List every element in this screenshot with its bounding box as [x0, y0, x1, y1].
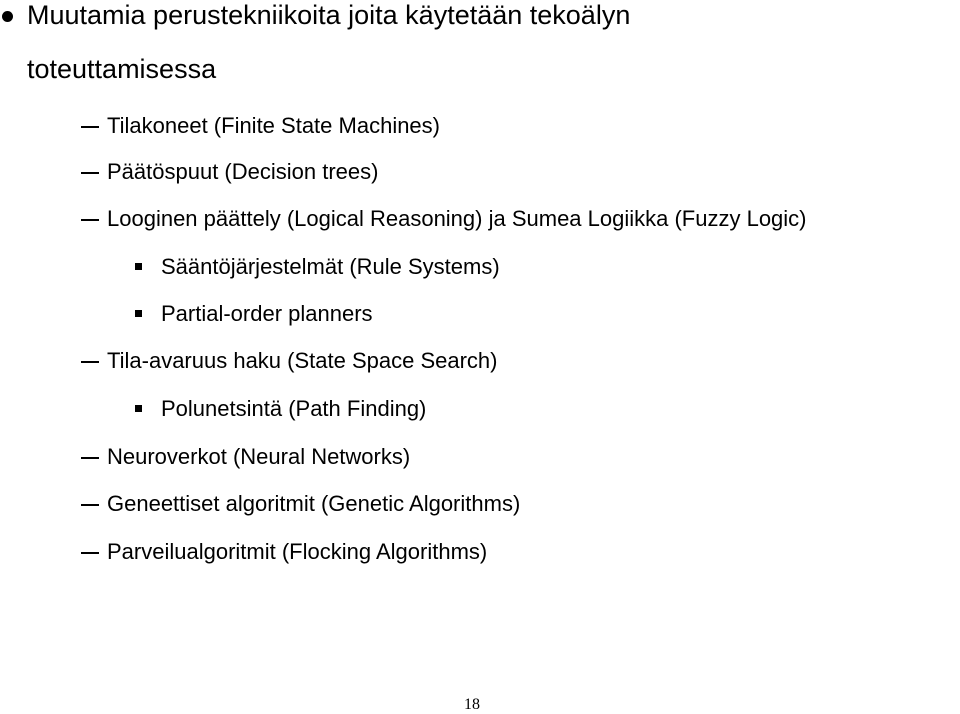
list-item-text: Geneettiset algoritmit (Genetic Algorithms)	[107, 491, 521, 516]
dash-bullet-icon	[81, 457, 99, 459]
list-item-text: Tila-avaruus haku (State Space Search)	[107, 348, 498, 373]
list-item-text: Looginen päättely (Logical Reasoning) ja Sumea Logiikka (Fuzzy Logic)	[107, 206, 807, 231]
list-item-text: Polunetsintä (Path Finding)	[161, 396, 427, 421]
bullet-dot-icon	[2, 11, 13, 22]
heading-line-1: Muutamia perustekniikoita joita käytetään tekoälyn	[27, 0, 631, 30]
list-item-text: Sääntöjärjestelmät (Rule Systems)	[161, 254, 500, 279]
square-bullet-icon	[135, 405, 142, 412]
list-item-text: Partial-order planners	[161, 301, 373, 326]
heading-line-2: toteuttamisessa	[27, 54, 217, 84]
square-bullet-icon	[135, 310, 142, 317]
list-item-text: Parveilualgoritmit (Flocking Algorithms)	[107, 539, 488, 564]
dash-bullet-icon	[81, 361, 99, 363]
dash-bullet-icon	[81, 126, 99, 128]
dash-bullet-icon	[81, 552, 99, 554]
list-item-text: Neuroverkot (Neural Networks)	[107, 444, 411, 469]
dash-bullet-icon	[81, 219, 99, 221]
list-item-text: Päätöspuut (Decision trees)	[107, 159, 379, 184]
dash-bullet-icon	[81, 172, 99, 174]
dash-bullet-icon	[81, 504, 99, 506]
page-number: 18	[464, 696, 480, 713]
list-item-text: Tilakoneet (Finite State Machines)	[107, 113, 440, 138]
square-bullet-icon	[135, 263, 142, 270]
